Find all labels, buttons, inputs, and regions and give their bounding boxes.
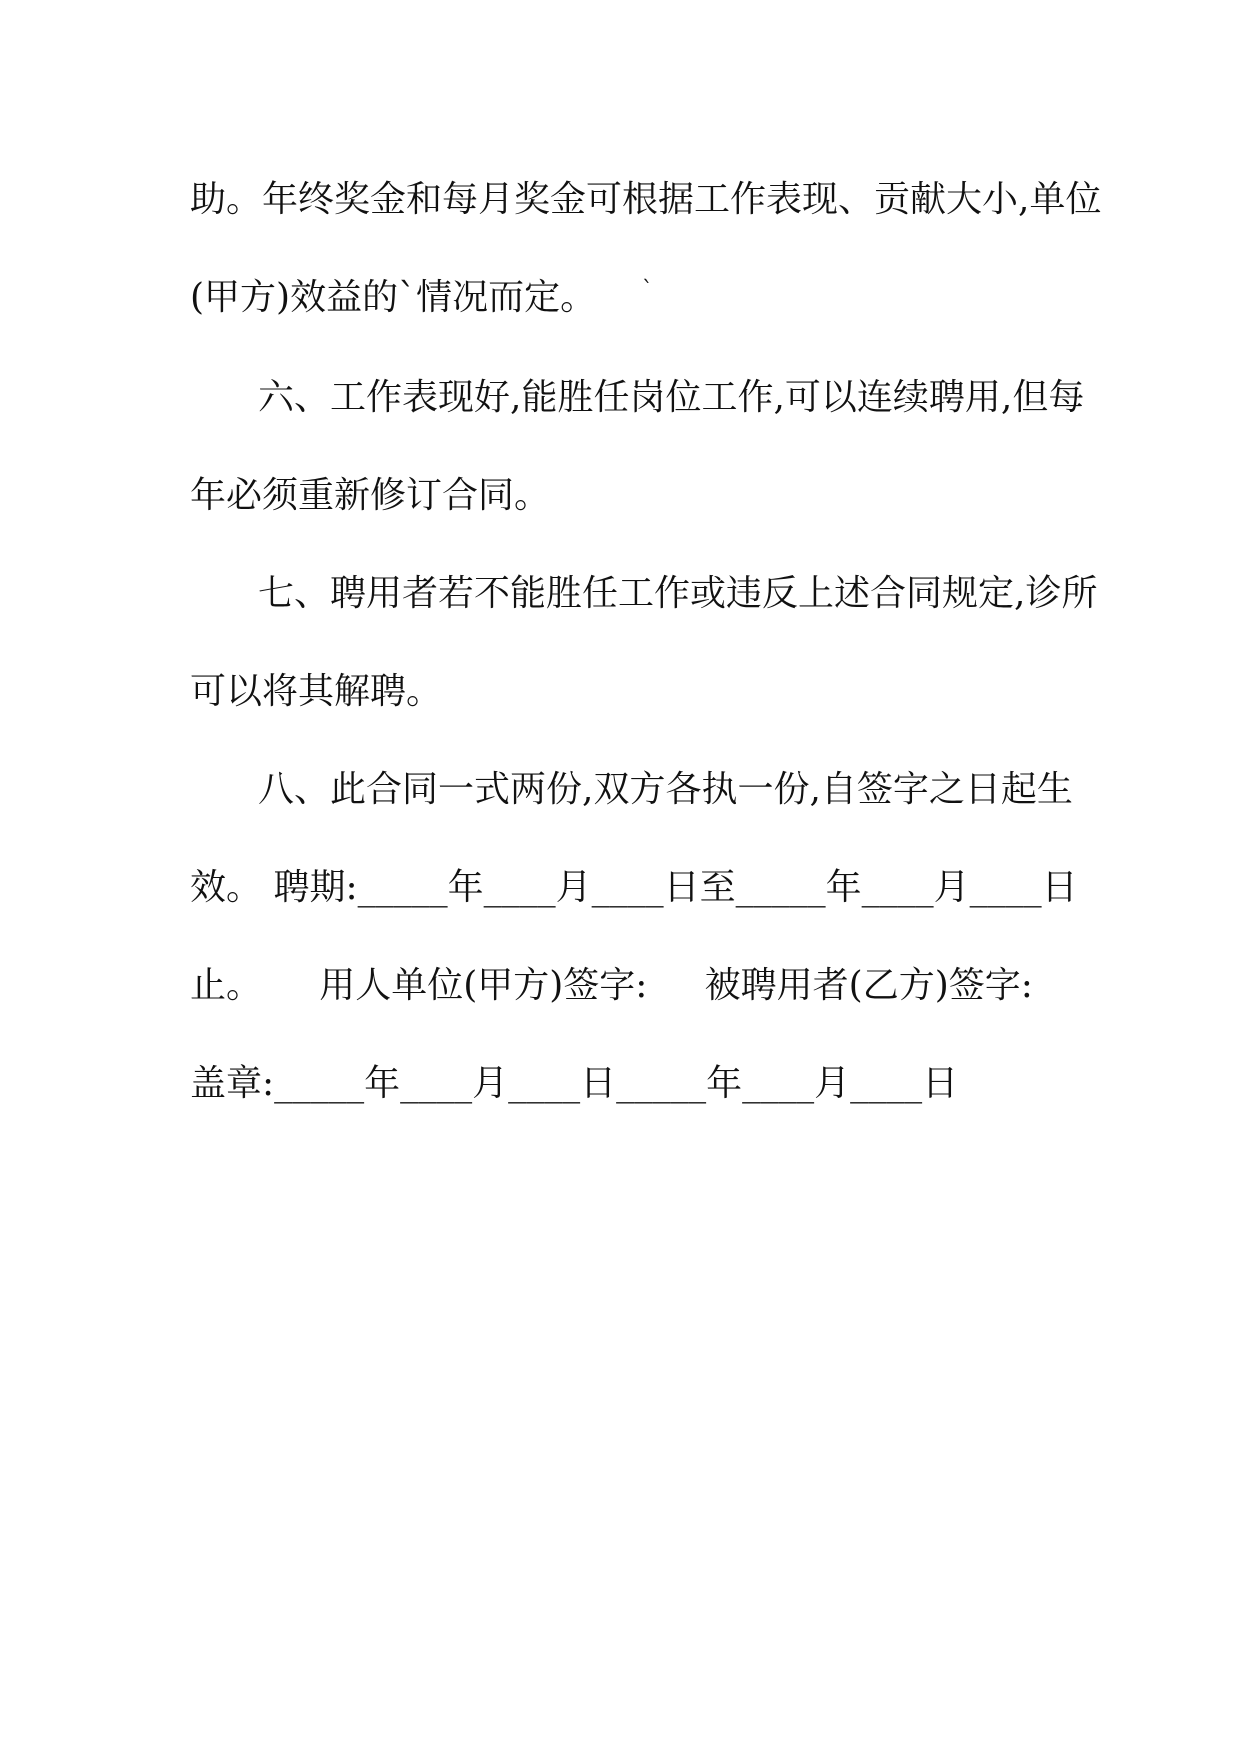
paragraph-5-continuation-line-2: (甲方)效益的`情况而定。 xyxy=(190,277,597,318)
seal-date-line: 盖章:_____年____月____日_____年____月____日 xyxy=(190,1063,959,1104)
clause-7-line-2: 可以将其解聘。 xyxy=(190,671,443,712)
clause-8-term-line: 效。 聘期:_____年____月____日至_____年____月____日 xyxy=(190,867,1078,908)
signature-line: 止。 用人单位(甲方)签字: 被聘用者(乙方)签字: xyxy=(190,965,1033,1006)
clause-6-line-2: 年必须重新修订合同。 xyxy=(190,475,551,516)
clause-6-line-1: 六、工作表现好,能胜任岗位工作,可以连续聘用,但每 xyxy=(258,377,1085,418)
stray-backtick-mark: ` xyxy=(642,278,653,303)
clause-7-line-1: 七、聘用者若不能胜任工作或违反上述合同规定,诊所 xyxy=(258,573,1098,614)
clause-8-line-1: 八、此合同一式两份,双方各执一份,自签字之日起生 xyxy=(258,769,1073,810)
paragraph-5-continuation-line-1: 助。年终奖金和每月奖金可根据工作表现、贡献大小,单位 xyxy=(190,179,1102,220)
